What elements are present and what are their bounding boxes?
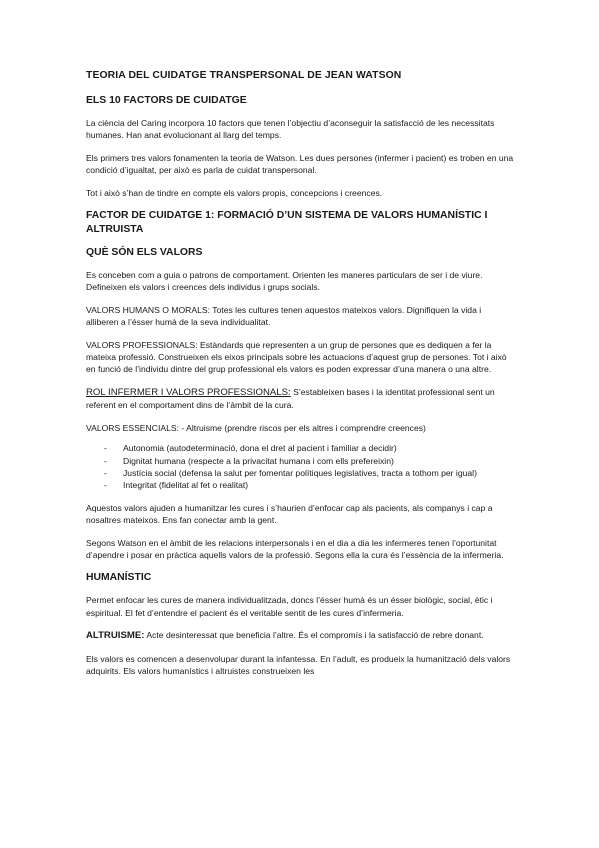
paragraph: Aquestos valors ajuden a humanitzar les cures i s’haurien d’enfocar cap als pacients, als companys i cap a nosaltres mateixos. Ens fan conectar amb la gent. xyxy=(86,502,493,526)
paragraph: VALORS PROFESSIONALS: Estàndards que representen a un grup de persones que es dediquen a fer la mateixa professió. Construeixen els eixos principals sobre les actuacions d’aquest grup de persones. Tot i això en funció de l’individu dintre del grup professional els valors es poden expressar d’una manera o una altre. xyxy=(86,339,507,375)
paragraph: VALORS HUMANS O MORALS: Totes les cultures tenen aquestos mateixos valors. Dignifiquen la vida i alliberen a l’ésser humà de la seva individualitat. xyxy=(86,304,482,328)
valors-list xyxy=(86,442,515,492)
paragraph-altruisme xyxy=(86,629,515,642)
heading-factors: ELS 10 FACTORS DE CUIDATGE xyxy=(86,95,247,106)
list-item: - Integritat (fidelitat al fet o realitat) xyxy=(104,479,515,491)
rol-infermer-label: ROL INFERMER I VALORS PROFESSIONALS: xyxy=(86,386,291,398)
heading-humanistic: HUMANÍSTIC xyxy=(86,572,152,584)
paragraph-rol-infermer xyxy=(86,386,515,412)
paragraph: Els valors es comencen a desenvolupar durant la infantessa. En l’adult, es produeix la humanització dels valors adquirits. Els valors humanístics i altruistes construeixen les xyxy=(86,653,511,676)
heading-factor-1: FACTOR DE CUIDATGE 1: FORMACIÓ D’UN SISTEMA DE VALORS HUMANÍSTIC I ALTRUISTA xyxy=(86,210,488,236)
altruisme-text: Acte desinteressat que beneficia l’altre. És el compromís i la satisfacció de rebre donant. xyxy=(144,630,484,641)
rol-infermer-text: S’estableixen bases i la identitat professional sent un referent en el comportament dins de l’àmbit de la cura. xyxy=(86,386,495,411)
heading-valors: QUÈ SÓN ELS VALORS xyxy=(86,247,203,259)
altruisme-label: ALTRUISME: xyxy=(86,630,145,642)
list-item: - Dignitat humana (respecte a la privacitat humana i com ells prefereixin) xyxy=(104,455,515,467)
list-item: - Autonomia (autodeterminació, dona el dret al pacient i familiar a decidir) xyxy=(104,442,515,454)
paragraph: La ciència del Caring incorpora 10 factors que tenen l’objectiu d’aconseguir la satisfacció de les necessitats humanes. Han anat evolucionant al llarg del temps. xyxy=(86,118,495,141)
list-item: - Justícia social (defensa la salut per fomentar polítiques legislatives, tracta a tothom per igual) xyxy=(104,467,515,479)
paragraph: Segons Watson en el àmbit de les relacions interpersonals i en el dia a dia les infermeres tenen l’oportunitat d’apendre i posar en pràctica aquells valors de la professió. Segons ella la cura és l’essència de la infermeria. xyxy=(86,537,504,560)
paragraph: Permet enfocar les cures de manera individualitzada, doncs l’ésser humà és un ésser biològic, social, ètic i espiritual. El fet d’entendre el pacient és el veritable sentit de les cures d’infermeria. xyxy=(86,595,493,618)
paragraph: Els primers tres valors fonamenten la teoria de Watson. Les dues persones (infermer i pacient) es troben en una condició d’igualtat, per això es parla de cuidat transpersonal. xyxy=(86,152,514,176)
paragraph: Tot i això s’han de tindre en compte els valors propis, concepcions i creences. xyxy=(86,187,383,198)
document-title: TEORIA DEL CUIDATGE TRANSPERSONAL DE JEAN WATSON xyxy=(86,70,402,81)
paragraph: VALORS ESSENCIALS: - Altruisme (prendre riscos per els altres i comprendre creences) xyxy=(86,422,426,433)
paragraph: Es conceben com a guia o patrons de comportament. Orienten les maneres particulars de ser i de viure. Defineixen els valors i creences dels individus i grups socials. xyxy=(86,270,483,293)
